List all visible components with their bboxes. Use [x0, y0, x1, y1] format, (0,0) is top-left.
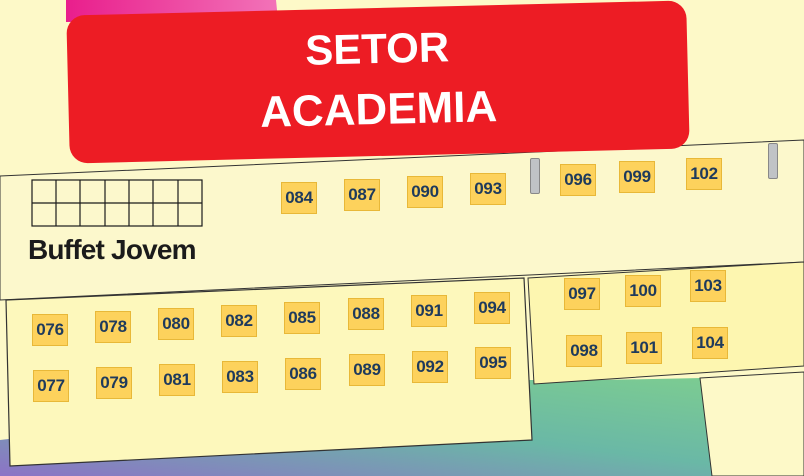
stall-101[interactable]: 101: [626, 332, 662, 364]
stall-089[interactable]: 089: [349, 354, 385, 386]
banner-line1: SETOR: [304, 23, 450, 74]
stall-080[interactable]: 080: [158, 308, 194, 340]
stall-090[interactable]: 090: [407, 176, 443, 208]
stall-082[interactable]: 082: [221, 305, 257, 337]
stall-096[interactable]: 096: [560, 164, 596, 196]
stall-098[interactable]: 098: [566, 335, 602, 367]
stall-083[interactable]: 083: [222, 361, 258, 393]
stall-094[interactable]: 094: [474, 292, 510, 324]
stall-095[interactable]: 095: [475, 347, 511, 379]
stall-099[interactable]: 099: [619, 161, 655, 193]
stall-104[interactable]: 104: [692, 327, 728, 359]
stall-077[interactable]: 077: [33, 370, 69, 402]
buffet-jovem-label: Buffet Jovem: [28, 234, 196, 265]
stall-086[interactable]: 086: [285, 358, 321, 390]
stall-084[interactable]: 084: [281, 182, 317, 214]
stall-076[interactable]: 076: [32, 314, 68, 346]
stall-088[interactable]: 088: [348, 298, 384, 330]
left-block: [6, 278, 532, 466]
stall-097[interactable]: 097: [564, 278, 600, 310]
stall-093[interactable]: 093: [470, 173, 506, 205]
sector-banner: [66, 0, 689, 163]
pillar-icon: [768, 143, 778, 179]
banner-line2: ACADEMIA: [259, 82, 498, 137]
stall-102[interactable]: 102: [686, 158, 722, 190]
stall-092[interactable]: 092: [412, 351, 448, 383]
stall-079[interactable]: 079: [96, 367, 132, 399]
stall-103[interactable]: 103: [690, 270, 726, 302]
stall-081[interactable]: 081: [159, 364, 195, 396]
pillar-icon: [530, 158, 540, 194]
stall-087[interactable]: 087: [344, 179, 380, 211]
stall-085[interactable]: 085: [284, 302, 320, 334]
stall-091[interactable]: 091: [411, 295, 447, 327]
right-square: [700, 372, 804, 476]
stall-078[interactable]: 078: [95, 311, 131, 343]
stall-100[interactable]: 100: [625, 275, 661, 307]
